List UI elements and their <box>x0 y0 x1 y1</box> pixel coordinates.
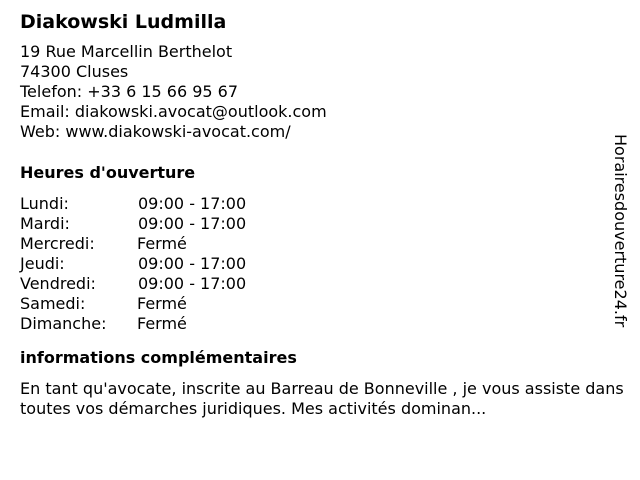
day-hours: 09:00 - 17:00 <box>138 194 247 213</box>
city: 74300 Cluses <box>20 62 129 81</box>
day-label: Dimanche: <box>20 314 107 333</box>
day-hours: 09:00 - 17:00 <box>138 214 247 233</box>
opening-hours-table <box>20 194 610 334</box>
info-description: En tant qu'avocate, inscrite au Barreau de Bonneville , je vous assiste dans toutes vos démarches juridiques. Mes activités dominan... <box>20 379 624 418</box>
day-label: Mercredi: <box>20 234 95 253</box>
contact-block <box>20 42 610 142</box>
street-address: 19 Rue Marcellin Berthelot <box>20 42 233 61</box>
hours-row-tuesday <box>20 214 610 234</box>
email: Email: diakowski.avocat@outlook.com <box>20 102 327 121</box>
hours-row-thursday <box>20 254 610 274</box>
hours-title: Heures d'ouverture <box>20 163 196 182</box>
hours-row-sunday <box>20 314 610 334</box>
hours-row-monday <box>20 194 610 214</box>
day-label: Jeudi: <box>20 254 65 273</box>
hours-row-wednesday <box>20 234 610 254</box>
day-hours: 09:00 - 17:00 <box>138 254 247 273</box>
day-label: Samedi: <box>20 294 86 313</box>
day-hours: Fermé <box>137 234 187 253</box>
info-title: informations complémentaires <box>20 348 297 367</box>
hours-row-saturday <box>20 294 610 314</box>
phone: Telefon: +33 6 15 66 95 67 <box>20 82 239 101</box>
day-hours: Fermé <box>137 314 187 333</box>
day-label: Mardi: <box>20 214 70 233</box>
day-label: Vendredi: <box>20 274 96 293</box>
day-hours: 09:00 - 17:00 <box>138 274 247 293</box>
business-name: Diakowski Ludmilla <box>20 11 227 33</box>
day-label: Lundi: <box>20 194 69 213</box>
site-watermark: Horairesdouverture24.fr <box>611 134 630 328</box>
website: Web: www.diakowski-avocat.com/ <box>20 122 291 141</box>
day-hours: Fermé <box>137 294 187 313</box>
hours-row-friday <box>20 274 610 294</box>
